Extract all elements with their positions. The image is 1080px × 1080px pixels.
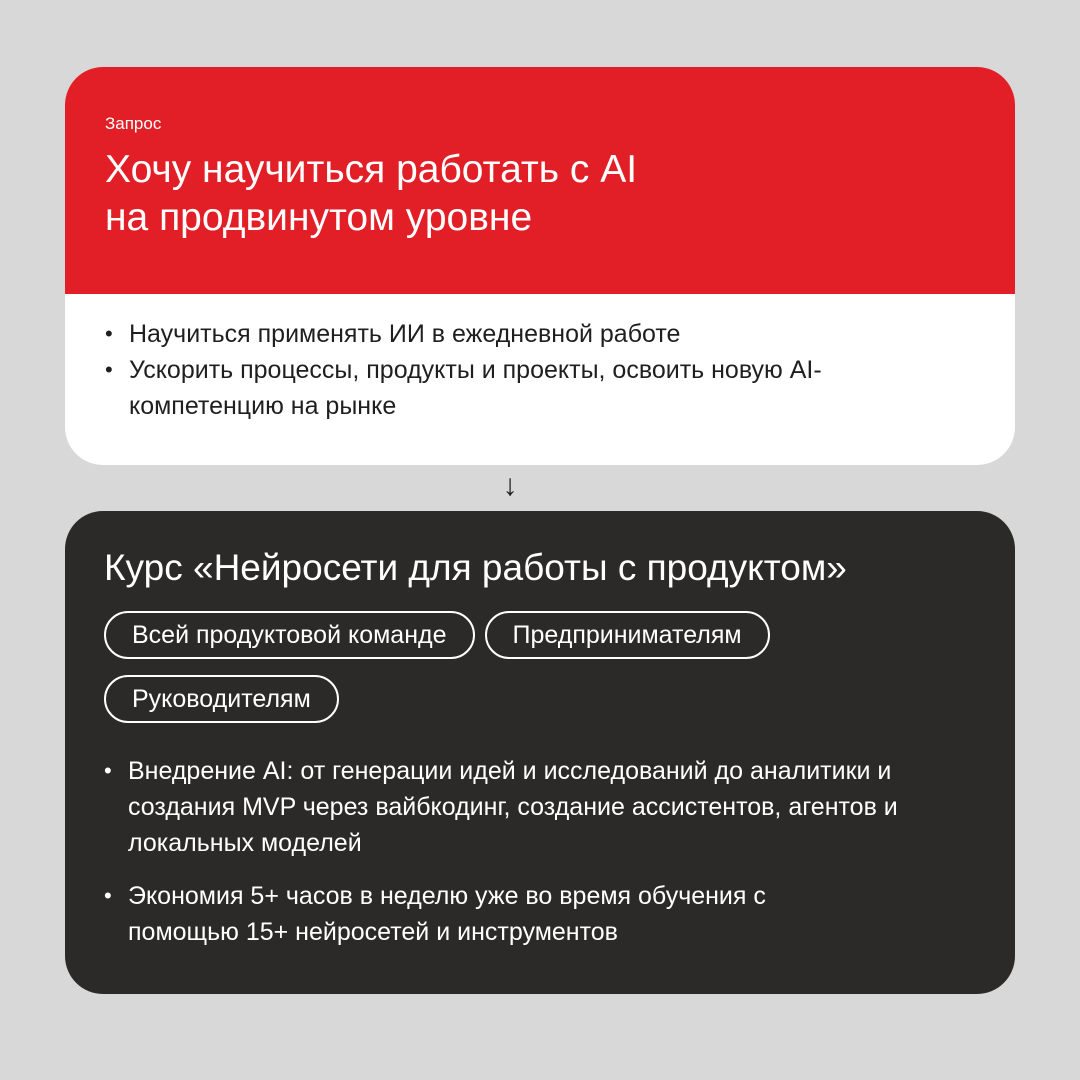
list-item bbox=[105, 352, 919, 424]
request-title bbox=[105, 146, 975, 242]
course-bullet-text: Экономия 5+ часов в неделю уже во время обучения с помощью 15+ нейросетей и инструментов bbox=[128, 882, 766, 946]
list-item bbox=[105, 316, 975, 352]
request-card bbox=[65, 67, 1015, 465]
audience-tags bbox=[104, 611, 904, 723]
bullet-dot-icon: • bbox=[104, 883, 112, 908]
course-bullet-text: Внедрение AI: от генерации идей и исследований до аналитики и создания MVP через вайбкодинг, создание ассистентов, агентов и локальных моделей bbox=[128, 757, 898, 857]
request-label: Запрос bbox=[105, 114, 162, 133]
request-bullet-text: Ускорить процессы, продукты и проекты, освоить новую AI-компетенцию на рынке bbox=[129, 356, 822, 420]
bullet-dot-icon: • bbox=[105, 357, 113, 382]
tag-managers: Руководителям bbox=[104, 675, 339, 723]
tag-product-team: Всей продуктовой команде bbox=[104, 611, 475, 659]
request-body bbox=[65, 294, 1015, 424]
course-card bbox=[65, 511, 1015, 994]
request-bullet-list bbox=[105, 316, 975, 424]
list-item bbox=[104, 878, 868, 950]
bullet-dot-icon: • bbox=[105, 321, 113, 346]
arrow-down-icon: ↓ bbox=[502, 469, 518, 502]
request-title-line2: на продвинутом уровне bbox=[105, 196, 533, 239]
list-item bbox=[104, 753, 898, 861]
request-bullet-text: Научиться применять ИИ в ежедневной работе bbox=[129, 320, 681, 348]
tag-entrepreneurs: Предпринимателям bbox=[485, 611, 770, 659]
request-header bbox=[65, 67, 1015, 294]
course-title: Курс «Нейросети для работы с продуктом» bbox=[104, 547, 847, 588]
course-bullet-list bbox=[104, 753, 977, 950]
request-title-line1: Хочу научиться работать с AI bbox=[105, 148, 638, 191]
bullet-dot-icon: • bbox=[104, 758, 112, 783]
